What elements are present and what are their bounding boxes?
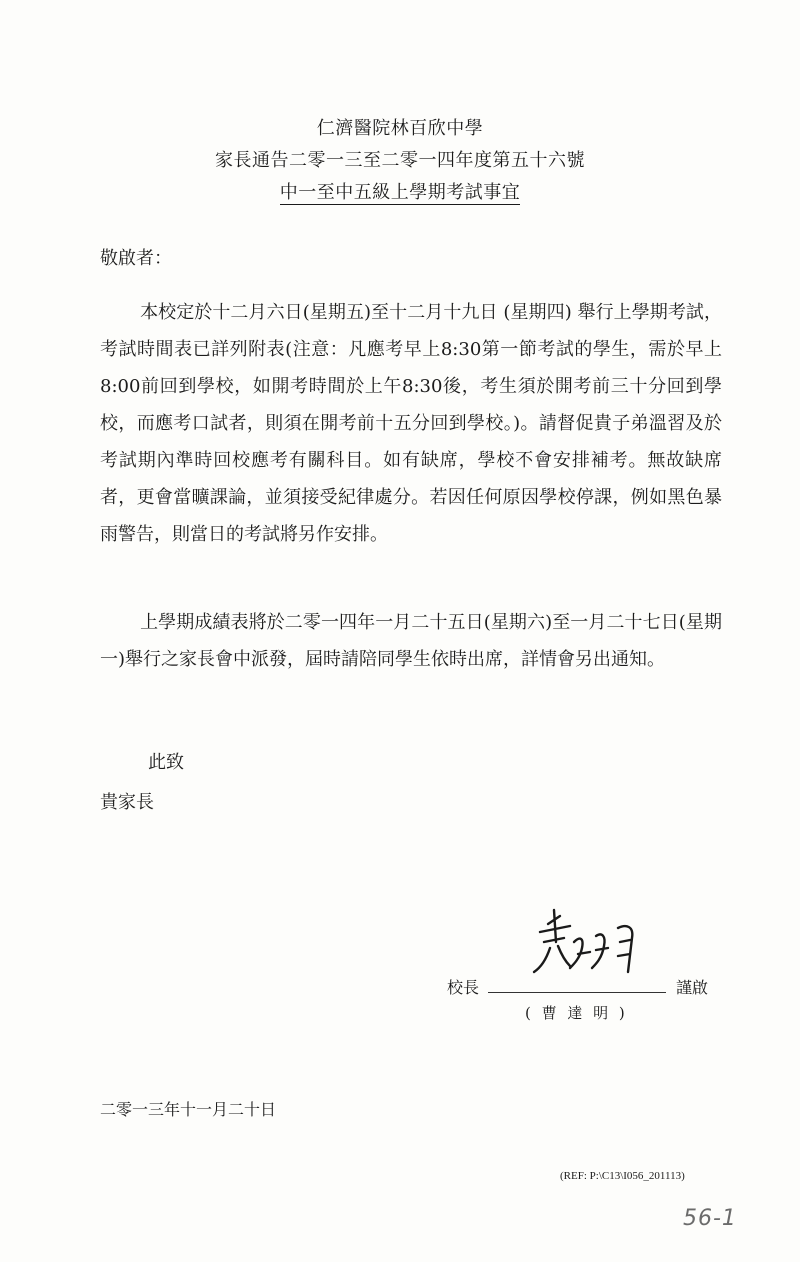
- paragraph-exam-arrangement: [100, 294, 722, 553]
- principal-name: ( 曹 達 明 ): [525, 1004, 628, 1022]
- handwritten-signature: [530, 902, 660, 992]
- notice-number: 家長通告二零一三至二零一四年度第五十六號: [215, 150, 585, 171]
- reference-code: (REF: P:\C13\I056_201113): [560, 1170, 685, 1182]
- school-name: 仁濟醫院林百欣中學: [316, 118, 484, 139]
- principal-title: 校長: [447, 978, 480, 997]
- signature-salute: 謹啟: [676, 978, 709, 997]
- paragraph-report-card: [100, 604, 722, 678]
- closing-recipient: 貴家長: [100, 792, 154, 813]
- paragraph-exam-arrangement-text: 本校定於十二月六日(星期五)至十二月十九日 (星期四) 舉行上學期考試，考試時間表已詳列附表(注意：凡應考早上8:30第一節考試的學生，需於早上8:00前回到學校，如開考時間於上午8:30後，考生須於開考前三十分回到學校，而應考口試者，則須在開考前十五分回到學校。)。請督促貴子弟溫習及於考試期內準時回校應考有關科目。如有缺席，學校不會安排補考。無故缺席者，更會當曠課論，並須接受紀律處分。若因任何原因學校停課，例如黑色暴雨警告，則當日的考試將另作安排。: [100, 302, 722, 545]
- notice-subject-text: 中一至中五級上學期考試事宜: [279, 182, 521, 203]
- signature-line: [488, 992, 666, 993]
- salutation: 敬啟者：: [100, 248, 172, 269]
- handwritten-page-note: 56-1: [683, 1206, 737, 1231]
- notice-subject: [0, 178, 800, 204]
- closing-phrase: 此致: [148, 752, 184, 773]
- issue-date: 二零一三年十一月二十日: [100, 1100, 277, 1119]
- paragraph-report-card-text: 上學期成績表將於二零一四年一月二十五日(星期六)至一月二十七日(星期一)舉行之家長會中派發，屆時請陪同學生依時出席，詳情會另出通知。: [100, 612, 722, 670]
